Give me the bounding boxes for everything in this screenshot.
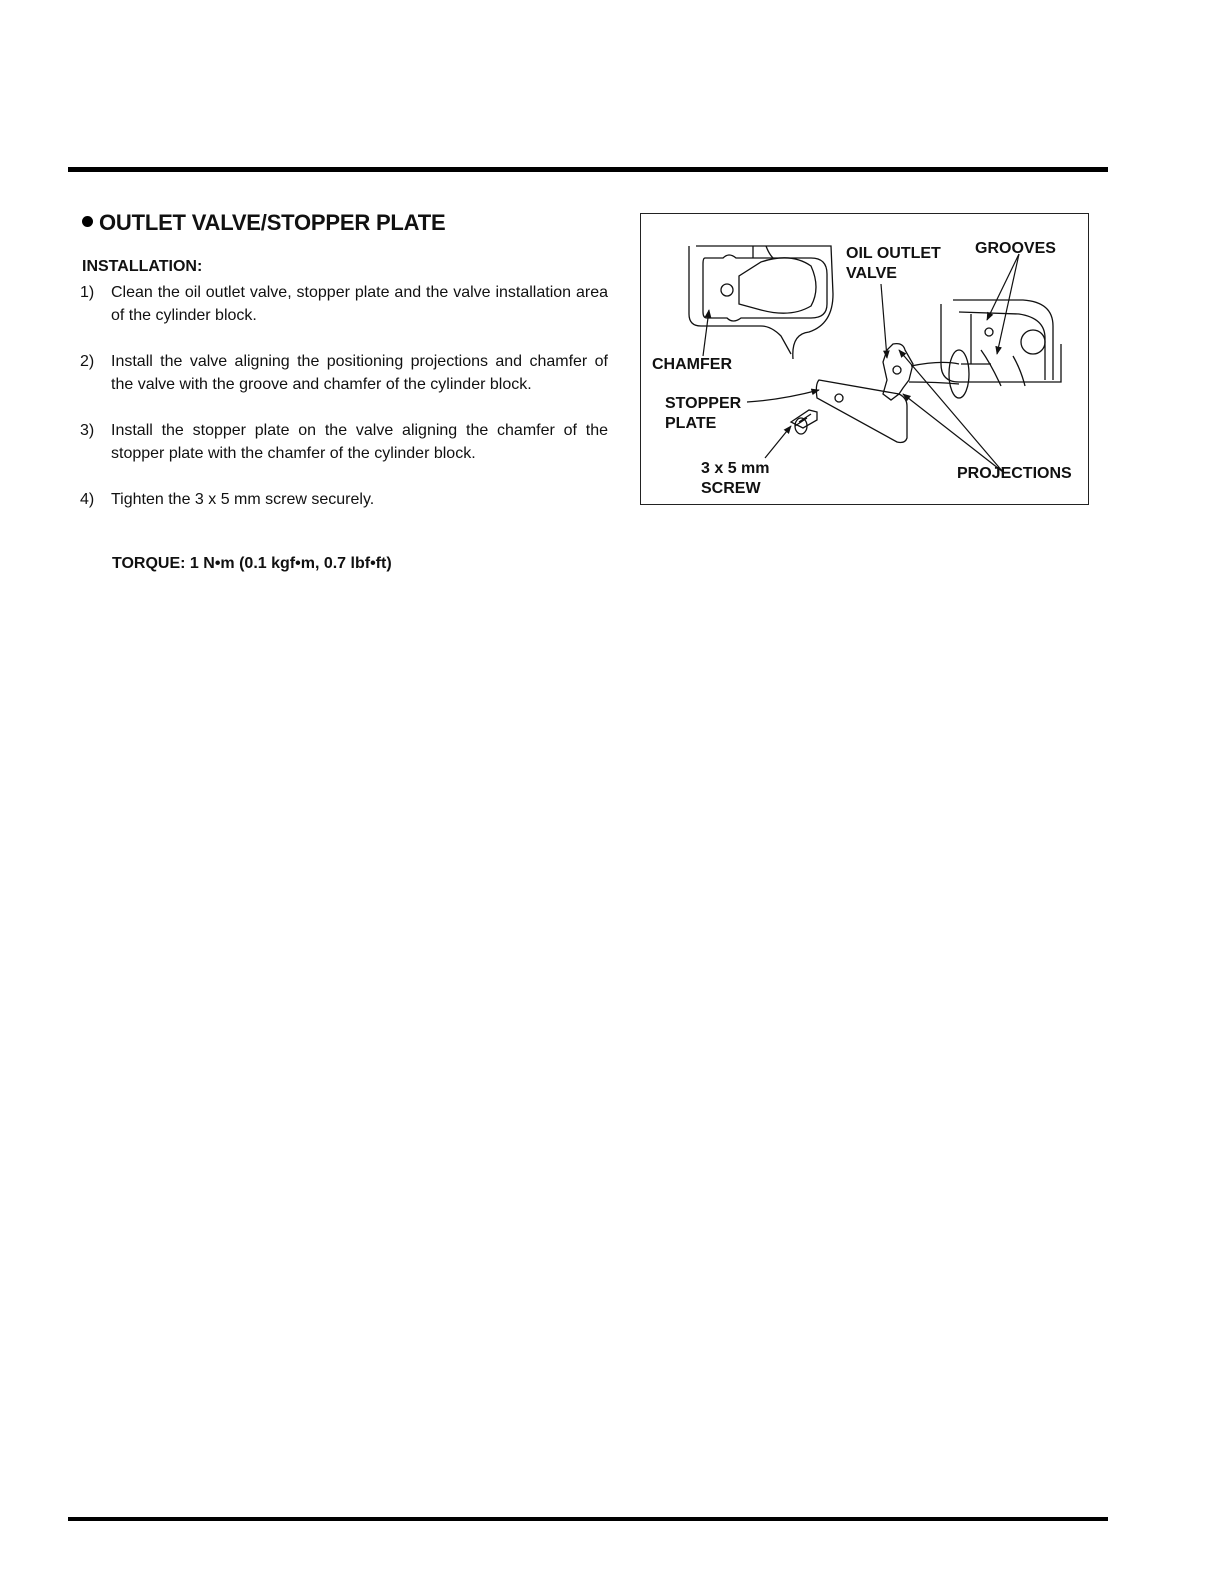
- screw-leader: [765, 426, 791, 458]
- stopper-plate: [816, 380, 907, 443]
- step-3: [80, 419, 608, 465]
- step-text: Install the valve aligning the positioning projections and chamfer of the valve with the groove and chamfer of the cylinder block.: [111, 353, 608, 393]
- top-rule: [68, 167, 1108, 172]
- step-2: [80, 350, 608, 396]
- label-oil-outlet-valve: OIL OUTLET VALVE: [846, 245, 941, 282]
- groove-leader-1: [987, 254, 1019, 320]
- step-text: Install the stopper plate on the valve aligning the chamfer of the stopper plate with the chamfer of the cylinder block.: [111, 422, 608, 462]
- label-stopper-plate: STOPPER PLATE: [665, 395, 742, 432]
- step-number: 3): [80, 422, 95, 439]
- section-title: [82, 210, 445, 236]
- label-projections: PROJECTIONS: [957, 465, 1072, 482]
- label-chamfer: CHAMFER: [652, 356, 732, 373]
- installation-steps: [80, 281, 608, 534]
- screw: [791, 410, 817, 434]
- step-4: [80, 488, 608, 511]
- valve-leader: [881, 284, 887, 358]
- projection-leader-2: [903, 394, 1003, 472]
- section-title-text: OUTLET VALVE/STOPPER PLATE: [99, 210, 446, 235]
- valve-installation-figure: [640, 213, 1089, 505]
- step-text: Clean the oil outlet valve, stopper plate and the valve installation area of the cylinder block.: [111, 284, 608, 324]
- step-text: Tighten the 3 x 5 mm screw securely.: [111, 491, 375, 508]
- installation-heading: INSTALLATION:: [82, 258, 203, 275]
- torque-spec: TORQUE: 1 N•m (0.1 kgf•m, 0.7 lbf•ft): [112, 555, 392, 572]
- label-grooves: GROOVES: [975, 240, 1056, 257]
- step-1: [80, 281, 608, 327]
- bullet-icon: [82, 216, 93, 227]
- step-number: 4): [80, 491, 95, 508]
- bottom-rule: [68, 1517, 1108, 1521]
- projection-leader-1: [899, 350, 1003, 472]
- cylinder-block-outline: [689, 246, 791, 354]
- groove-leader-2: [997, 254, 1019, 354]
- stopper-leader: [747, 390, 819, 402]
- block-outline-right: [941, 304, 1061, 382]
- step-number: 1): [80, 284, 95, 301]
- step-number: 2): [80, 353, 95, 370]
- label-screw: 3 x 5 mm SCREW: [701, 460, 770, 497]
